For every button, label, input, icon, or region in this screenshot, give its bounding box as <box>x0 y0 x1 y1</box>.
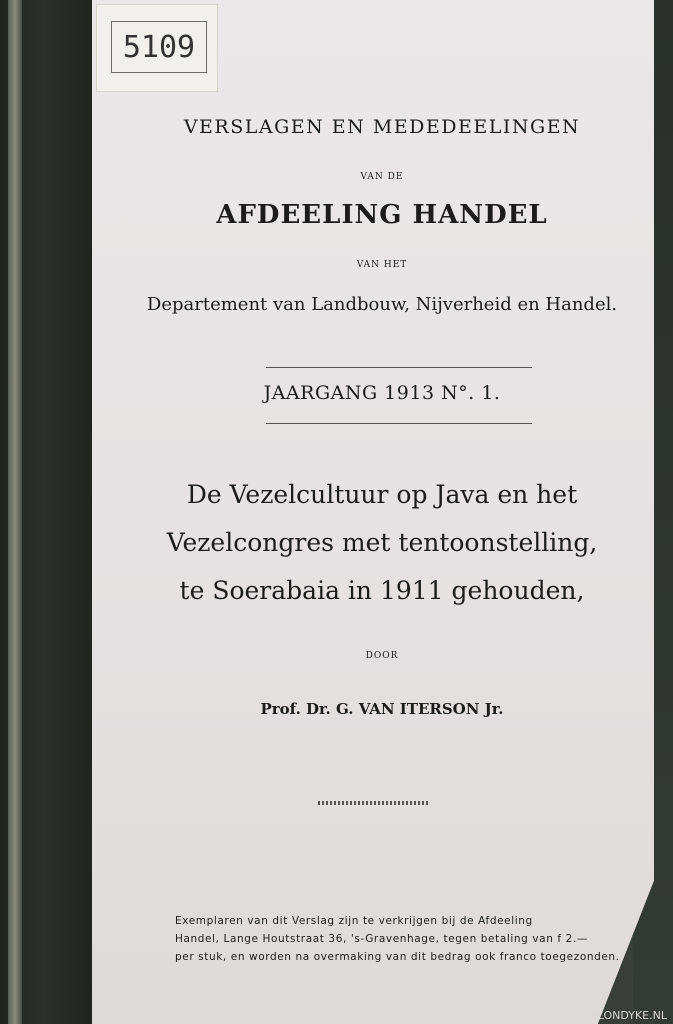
watermark: KLONDYKE.NL <box>590 1009 667 1022</box>
author-name: Prof. Dr. G. VAN ITERSON Jr. <box>260 700 504 718</box>
bottom-rule <box>266 423 532 424</box>
door-label: DOOR <box>365 651 399 661</box>
title-line-1: De Vezelcultuur op Java en het <box>186 480 578 509</box>
catalog-label <box>96 4 218 92</box>
notice-line-1: Exemplaren van dit Verslag zijn te verkrijgen bij de Afdeeling <box>175 915 533 927</box>
van-het-label: VAN HET <box>356 260 408 270</box>
availability-notice <box>175 912 635 966</box>
van-de-label: VAN DE <box>360 172 404 182</box>
department-name: Departement van Landbouw, Nijverheid en Handel. <box>146 294 618 315</box>
volume-label: JAARGANG 1913 N°. 1. <box>263 382 501 404</box>
top-rule <box>266 367 532 368</box>
title-line-2: Vezelcongres met tentoonstelling, <box>166 528 598 557</box>
series-title: VERSLAGEN EN MEDEDEELINGEN <box>183 116 581 138</box>
catalog-number: 5109 <box>111 21 207 73</box>
ornament-rule <box>318 801 430 805</box>
title-page <box>92 0 654 1024</box>
title-line-3: te Soerabaia in 1911 gehouden, <box>179 576 585 605</box>
notice-line-2: Handel, Lange Houtstraat 36, 's-Gravenhage, tegen betaling van f 2.— <box>175 933 588 945</box>
division-title: AFDEELING HANDEL <box>216 200 548 230</box>
spine-edge <box>8 0 22 1024</box>
notice-line-3: per stuk, en worden na overmaking van dit bedrag ook franco toegezonden. <box>175 951 620 963</box>
